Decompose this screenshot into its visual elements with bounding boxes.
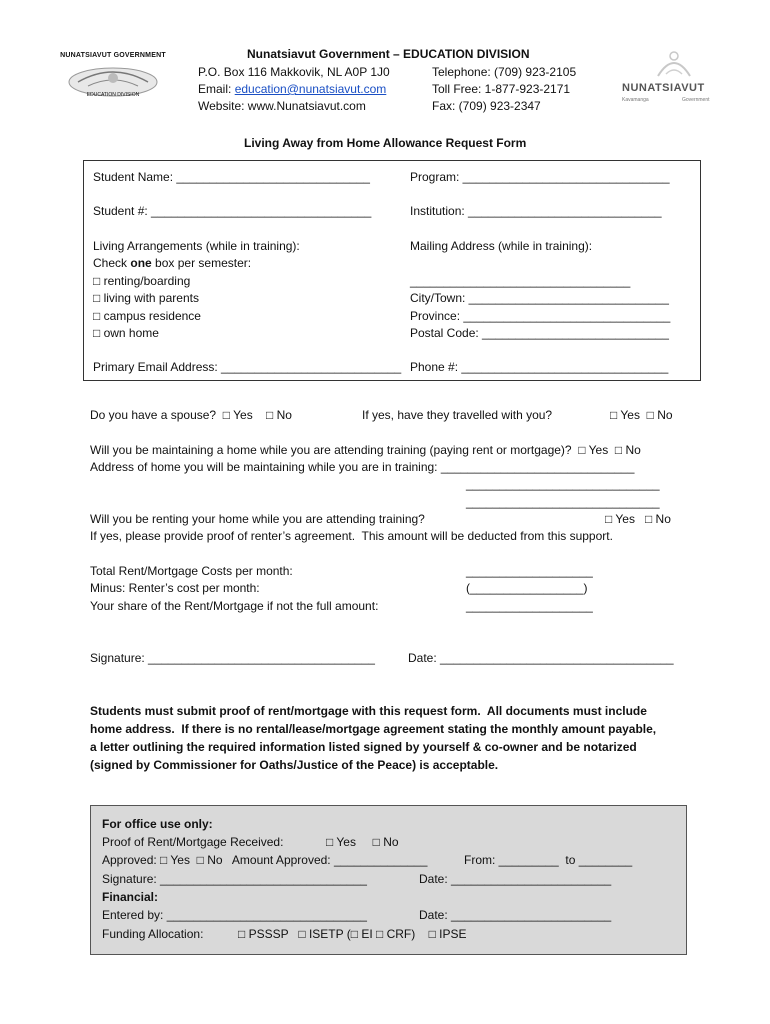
email-label: Email:	[198, 82, 235, 96]
header-website: Website: www.Nunatsiavut.com	[198, 99, 366, 113]
education-division-logo	[58, 52, 168, 100]
nunatsiavut-logo	[618, 46, 730, 106]
travel-question: If yes, have they travelled with you?	[362, 408, 553, 422]
renter-cost-label: Minus: Renter’s cost per month:	[90, 581, 260, 595]
notice-line-4: (signed by Commissioner for Oaths/Justice of the Peace) is acceptable.	[90, 758, 499, 772]
office-signature-field[interactable]: Signature: _______________________________	[102, 872, 367, 886]
entered-by-field[interactable]: Entered by: ______________________________	[102, 908, 367, 922]
proof-received-options[interactable]: □ Yes □ No	[326, 835, 399, 849]
renting-options[interactable]: □ Yes □ No	[605, 512, 671, 526]
share-field[interactable]: ___________________	[466, 599, 593, 613]
financial-heading: Financial:	[102, 890, 159, 904]
header-email	[198, 81, 386, 98]
office-date-field-2[interactable]: Date: ________________________	[419, 908, 612, 922]
student-number-field[interactable]: Student #: _________________________________	[93, 204, 372, 218]
email-link[interactable]: education@nunatsiavut.com	[234, 82, 387, 96]
logo-left-line1: NUNATSIAVUT GOVERNMENT	[60, 52, 166, 59]
share-label: Your share of the Rent/Mortgage if not the full amount:	[90, 599, 379, 613]
logo-right-main: NUNATSIAVUT	[622, 82, 705, 94]
proof-note: If yes, please provide proof of renter’s agreement. This amount will be deducted from this support.	[90, 529, 613, 543]
logo-right-sub2: Government	[682, 97, 710, 103]
option-renting-checkbox[interactable]: □ renting/boarding	[93, 274, 191, 288]
home-address-line2[interactable]: _____________________________	[466, 477, 660, 491]
check-bold: one	[130, 256, 152, 270]
office-date-field-1[interactable]: Date: ________________________	[419, 872, 612, 886]
check-pre: Check	[93, 256, 131, 270]
renter-cost-field[interactable]: (_________________)	[466, 581, 588, 595]
option-own-home-checkbox[interactable]: □ own home	[93, 326, 159, 340]
home-address-field[interactable]: Address of home you will be maintaining while you are in training: _____________________________	[90, 460, 635, 474]
home-address-line3[interactable]: _____________________________	[466, 495, 660, 509]
header-address: P.O. Box 116 Makkovik, NL A0P 1J0	[198, 65, 390, 79]
logo-right-sub1: Kavamanga	[622, 97, 649, 103]
primary-email-field[interactable]: Primary Email Address: ___________________________	[93, 360, 402, 374]
check-post: box per semester:	[151, 256, 252, 270]
program-field[interactable]: Program: _______________________________	[410, 170, 670, 184]
notice-line-3: a letter outlining the required information listed signed by yourself & co-owner and be notarized	[90, 740, 637, 754]
maintain-home-question[interactable]: Will you be maintaining a home while you are attending training (paying rent or mortgage)? □ Yes □ No	[90, 443, 641, 457]
total-cost-label: Total Rent/Mortgage Costs per month:	[90, 564, 293, 578]
postal-code-field[interactable]: Postal Code: ____________________________	[410, 326, 669, 340]
renting-question: Will you be renting your home while you are attending training?	[90, 512, 425, 526]
city-field[interactable]: City/Town: ______________________________	[410, 291, 669, 305]
date-field[interactable]: Date: ___________________________________	[408, 651, 674, 665]
student-name-field[interactable]: Student Name: _____________________________	[93, 170, 370, 184]
approved-field[interactable]: Approved: □ Yes □ No Amount Approved: ______________	[102, 853, 428, 867]
signature-field[interactable]: Signature: __________________________________	[90, 651, 375, 665]
check-one-instruction	[93, 255, 251, 272]
funding-allocation-options[interactable]: □ PSSSP □ ISETP (□ EI □ CRF) □ IPSE	[238, 927, 467, 941]
living-arrangements-heading: Living Arrangements (while in training):	[93, 239, 300, 253]
institution-field[interactable]: Institution: _____________________________	[410, 204, 662, 218]
header-fax: Fax: (709) 923-2347	[432, 99, 541, 113]
province-field[interactable]: Province: _______________________________	[410, 309, 671, 323]
logo-left-line2: EDUCATION DIVISION	[86, 92, 140, 98]
mailing-address-field[interactable]: _________________________________	[410, 274, 631, 288]
header-title: Nunatsiavut Government – EDUCATION DIVISION	[247, 47, 530, 61]
option-campus-checkbox[interactable]: □ campus residence	[93, 309, 201, 323]
header-tollfree: Toll Free: 1-877-923-2171	[432, 82, 571, 96]
option-parents-checkbox[interactable]: □ living with parents	[93, 291, 199, 305]
total-cost-field[interactable]: ___________________	[466, 564, 593, 578]
notice-line-1: Students must submit proof of rent/mortgage with this request form. All documents must include	[90, 704, 647, 718]
header-telephone: Telephone: (709) 923-2105	[432, 65, 577, 79]
from-to-field[interactable]: From: _________ to ________	[464, 853, 633, 867]
proof-received-label: Proof of Rent/Mortgage Received:	[102, 835, 284, 849]
form-title: Living Away from Home Allowance Request Form	[244, 136, 527, 150]
phone-field[interactable]: Phone #: _______________________________	[410, 360, 669, 374]
spouse-question[interactable]: Do you have a spouse? □ Yes □ No	[90, 408, 292, 422]
funding-allocation-label: Funding Allocation:	[102, 927, 204, 941]
travel-options[interactable]: □ Yes □ No	[610, 408, 673, 422]
mailing-address-heading: Mailing Address (while in training):	[410, 239, 593, 253]
office-heading: For office use only:	[102, 817, 213, 831]
logo-figure-icon	[618, 46, 730, 82]
notice-line-2: home address. If there is no rental/lease/mortgage agreement stating the monthly amount payable,	[90, 722, 657, 736]
